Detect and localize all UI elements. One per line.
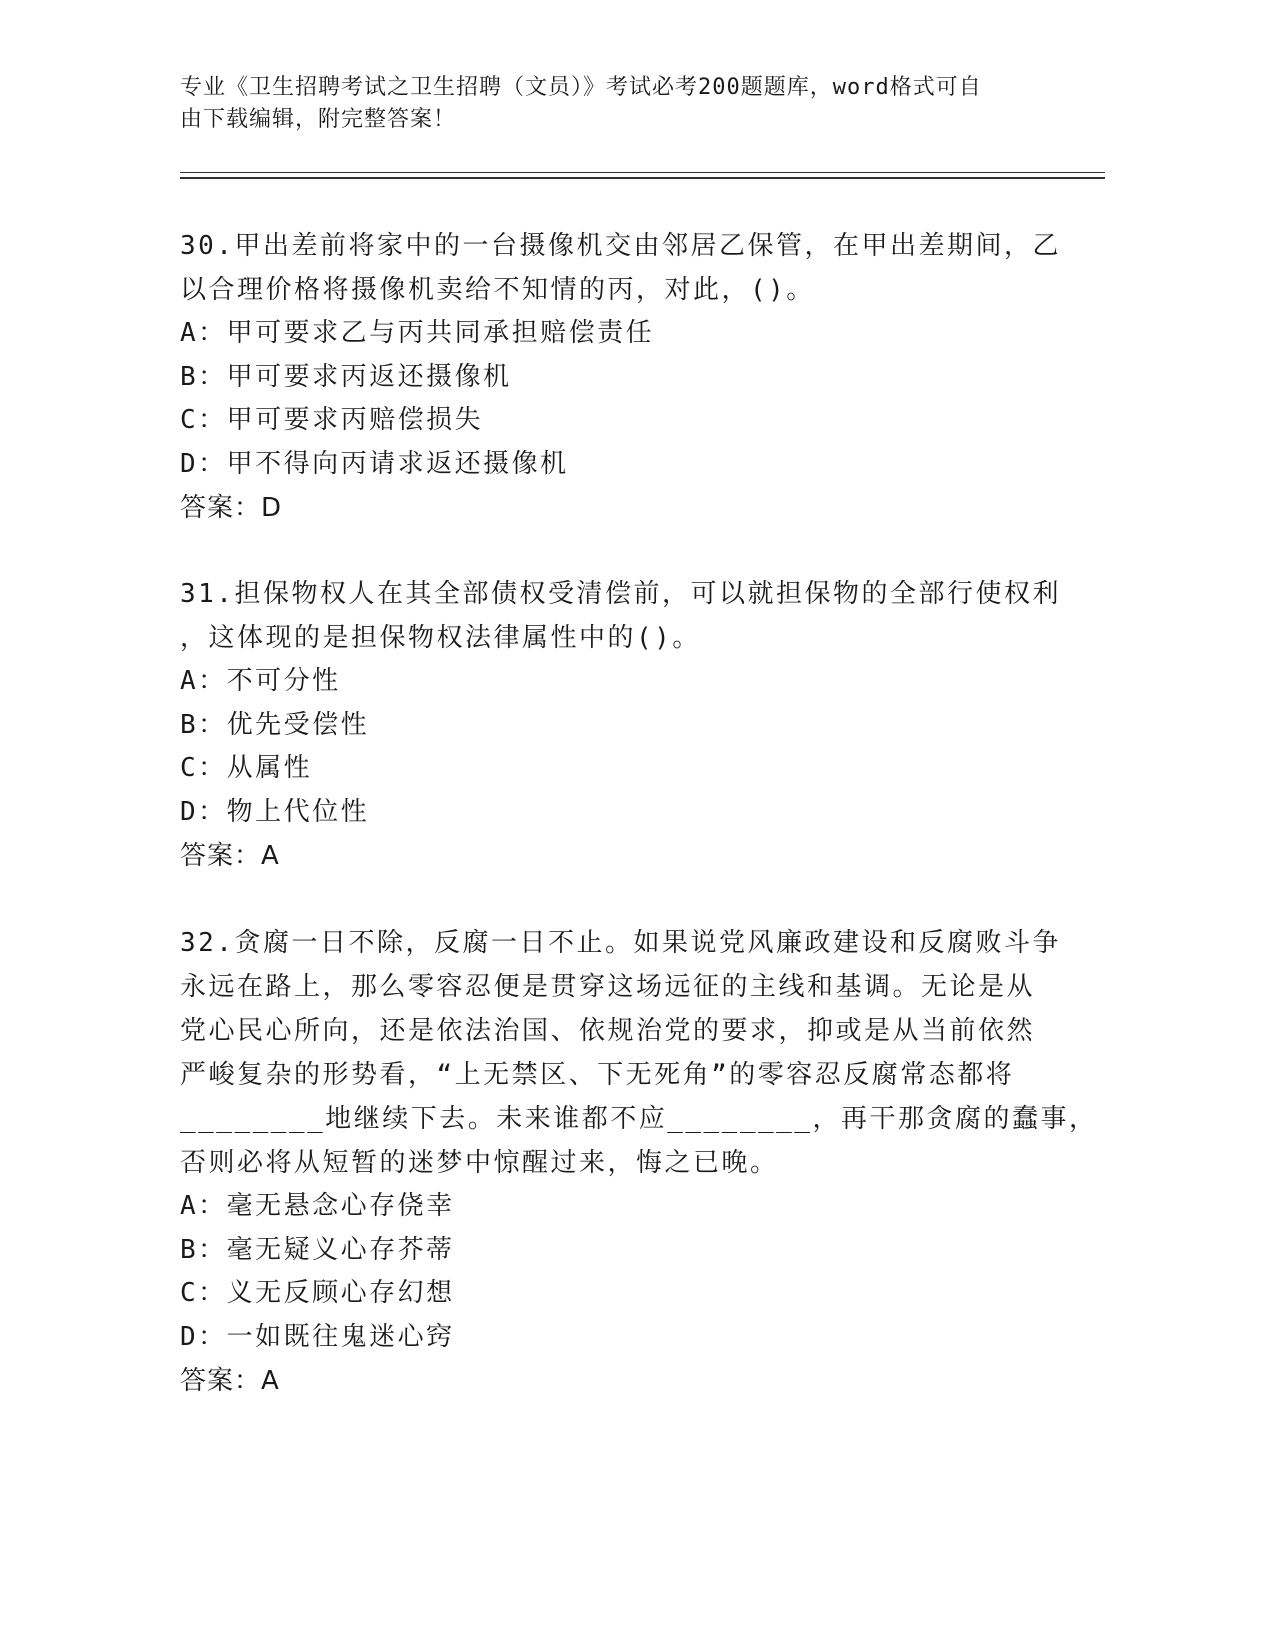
question-line: 党心民心所向，还是依法治国、依规治党的要求，抑或是从当前依然 [180,1016,1036,1046]
option-d: D：一如既往鬼迷心窍 [180,1321,455,1352]
option-a: A：甲可要求乙与丙共同承担赔偿责任 [180,318,655,348]
header-divider [180,177,1105,179]
question-stem [180,572,1061,660]
question-line: 永远在路上，那么零容忍便是贯穿这场远征的主线和基调。无论是从 [180,972,1036,1002]
question-stem [180,224,1061,312]
option-b: B：毫无疑义心存芥蒂 [180,1234,455,1265]
question-line: 以合理价格将摄像机卖给不知情的丙，对此，()。 [180,275,815,305]
question-block [180,921,1098,1403]
header-line: 由下载编辑，附完整答案！ [180,107,457,132]
question-stem [180,921,1098,1185]
question-line: 30.甲出差前将家中的一台摄像机交由邻居乙保管，在甲出差期间，乙 [180,231,1061,261]
option-c: C：义无反顾心存幻想 [180,1278,455,1308]
option-b: B：甲可要求丙返还摄像机 [180,361,512,392]
question-line: 31.担保物权人在其全部债权受清偿前，可以就担保物的全部行使权利 [180,579,1061,609]
answer-line: 答案：A [180,1366,280,1396]
option-a: A：不可分性 [180,666,341,696]
option-d: D：物上代位性 [180,796,370,827]
answer-line: 答案：D [180,493,283,523]
option-b: B：优先受偿性 [180,709,370,740]
option-c: C：甲可要求丙赔偿损失 [180,405,484,435]
header-divider [180,172,1105,173]
option-d: D：甲不得向丙请求返还摄像机 [180,448,569,479]
question-line: 32.贪腐一日不除，反腐一日不止。如果说党风廉政建设和反腐败斗争 [180,928,1061,958]
question-block [180,224,1061,530]
question-line: ，这体现的是担保物权法律属性中的()。 [180,623,701,653]
question-line: 否则必将从短暂的迷梦中惊醒过来，悔之已晚。 [180,1148,779,1178]
question-block [180,572,1061,878]
header-line: 专业《卫生招聘考试之卫生招聘（文员）》考试必考200题题库，word格式可自 [180,75,982,100]
option-a: A：毫无悬念心存侥幸 [180,1191,455,1221]
answer-line: 答案：A [180,841,280,871]
document-header [180,72,1040,136]
option-c: C：从属性 [180,753,313,783]
question-line: ________地继续下去。未来谁都不应________，再干那贪腐的蠢事， [180,1104,1098,1134]
question-line: 严峻复杂的形势看，“上无禁区、下无死角”的零容忍反腐常态都将 [180,1060,1015,1090]
